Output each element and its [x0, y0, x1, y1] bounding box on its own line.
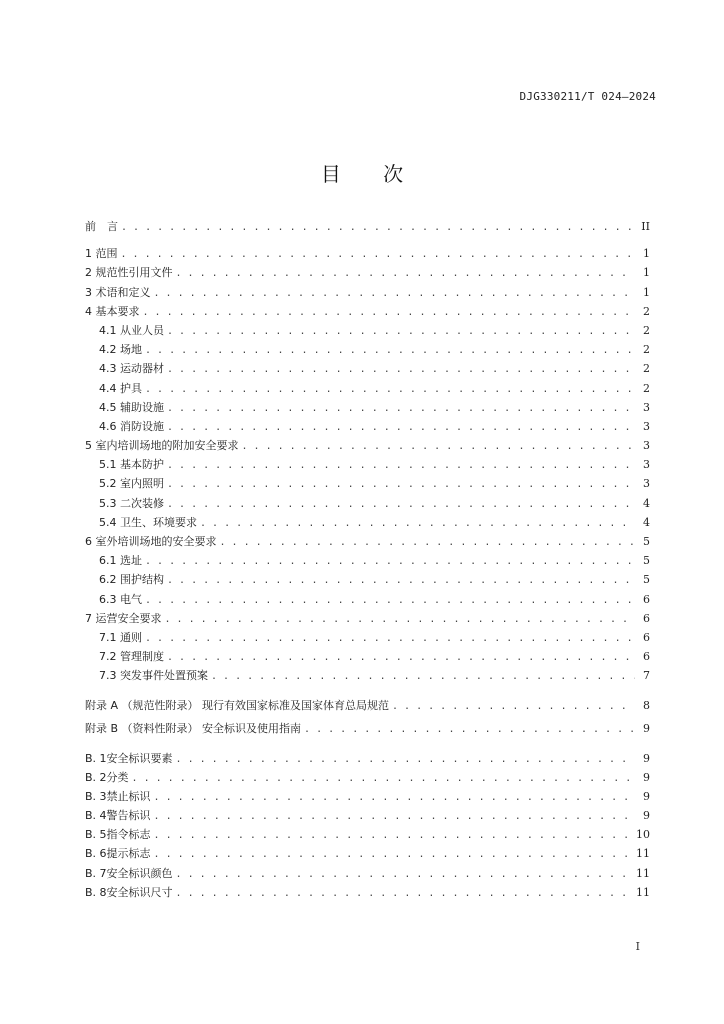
toc-dot-leader	[167, 418, 635, 437]
toc-entry-label[interactable]: 6.2 围护结构	[99, 573, 164, 587]
toc-entry[interactable]	[85, 283, 650, 302]
toc-dot-leader	[176, 884, 633, 903]
toc-entry-label[interactable]: 4 基本要求	[85, 304, 140, 318]
toc-dot-leader	[167, 399, 635, 418]
toc-entry-page: 9	[643, 751, 650, 765]
toc-dot-leader	[167, 495, 635, 514]
toc-entry[interactable]	[85, 551, 650, 570]
toc-entry-label[interactable]: 6 室外培训场地的安全要求	[85, 535, 217, 548]
toc-dot-leader	[145, 629, 635, 648]
toc-entry-label[interactable]: 前 言	[85, 220, 118, 233]
page-title: 目 次	[320, 162, 422, 186]
toc-entry[interactable]	[85, 717, 650, 741]
toc-entry-label[interactable]: 3 术语和定义	[85, 285, 151, 299]
toc-dot-leader	[145, 591, 635, 610]
toc-entry-label[interactable]: 5.3 二次装修	[99, 496, 164, 510]
toc-entry-label[interactable]: B. 1安全标识要素	[85, 751, 173, 765]
toc-entry-page: 1	[643, 247, 650, 261]
toc-entry-page: 2	[643, 362, 650, 376]
toc-entry[interactable]	[85, 321, 650, 340]
toc-entry[interactable]	[85, 436, 650, 455]
toc-entry-label[interactable]: 7.2 管理制度	[99, 650, 164, 664]
toc-entry[interactable]	[85, 398, 650, 417]
toc-entry-label[interactable]: 4.4 护具	[99, 381, 142, 395]
toc-entry-page: 9	[643, 789, 650, 803]
toc-dot-leader	[121, 218, 635, 237]
toc-dot-leader	[211, 667, 635, 686]
toc-entry-page: 6	[643, 592, 650, 606]
toc-entry[interactable]	[85, 263, 650, 282]
toc-entry[interactable]	[85, 694, 650, 718]
toc-entry-page: 9	[643, 809, 650, 823]
toc-entry[interactable]	[85, 217, 650, 236]
toc-dot-leader	[167, 360, 635, 379]
toc-entry-label[interactable]: 5 室内培训场地的附加安全要求	[85, 439, 239, 453]
toc-entry-page: 3	[643, 419, 650, 433]
toc-entry-label[interactable]: 5.4 卫生、环境要求	[99, 515, 197, 529]
toc-entry-label[interactable]: 附录 A （规范性附录） 现行有效国家标准及国家体育总局规范	[85, 698, 390, 712]
toc-entry-page: II	[641, 220, 650, 233]
toc-entry-label[interactable]: 5.1 基本防护	[99, 458, 164, 472]
toc-dot-leader	[167, 648, 635, 667]
toc-entry-page: 3	[643, 458, 650, 472]
toc-entry-page: 6	[643, 650, 650, 664]
toc-entry-label[interactable]: 6.3 电气	[99, 592, 142, 606]
toc-entry[interactable]	[85, 513, 650, 532]
toc-entry[interactable]	[85, 825, 650, 844]
toc-dot-leader	[167, 475, 635, 494]
toc-entry-page: 9	[643, 722, 650, 735]
toc-entry-label[interactable]: B. 2分类	[85, 770, 129, 784]
toc-dot-leader	[200, 514, 635, 533]
toc-entry[interactable]	[85, 806, 650, 825]
toc-entry-label[interactable]: 4.5 辅助设施	[99, 400, 164, 414]
toc-entry[interactable]	[85, 666, 650, 685]
toc-entry-label[interactable]: 附录 B （资料性附录） 安全标识及使用指南	[85, 722, 302, 735]
toc-entry[interactable]	[85, 844, 650, 863]
toc-dot-leader	[242, 437, 636, 456]
toc-entry-page: 3	[643, 477, 650, 491]
toc-entry-page: 6	[643, 630, 650, 644]
toc-dot-leader	[145, 552, 635, 571]
toc-entry-page: 11	[636, 866, 650, 880]
toc-entry[interactable]	[85, 787, 650, 806]
toc-entry[interactable]	[85, 883, 650, 902]
toc-entry-page: 2	[643, 343, 650, 357]
toc-entry-page: 4	[643, 496, 650, 510]
toc-entry[interactable]	[85, 749, 650, 768]
toc-dot-leader	[132, 769, 635, 788]
toc-dot-leader	[176, 750, 635, 769]
toc-entry[interactable]	[85, 864, 650, 883]
toc-entry[interactable]	[85, 570, 650, 589]
toc-dot-leader	[176, 264, 636, 283]
toc-entry-page: 2	[643, 323, 650, 337]
toc-entry-page: 11	[636, 885, 650, 899]
toc-dot-leader	[167, 322, 635, 341]
toc-entry[interactable]	[85, 494, 650, 513]
toc-dot-leader	[304, 718, 635, 742]
toc-entry[interactable]	[85, 628, 650, 647]
toc-entry-label[interactable]: 4.2 场地	[99, 343, 142, 357]
toc-entry-label[interactable]: B. 3禁止标识	[85, 789, 151, 803]
toc-dot-leader	[121, 245, 636, 264]
toc-entry-label[interactable]: 6.1 选址	[99, 554, 142, 568]
toc-dot-leader	[154, 845, 633, 864]
page-number: I	[635, 940, 640, 953]
toc-entry-page: 7	[643, 669, 650, 683]
toc-entry-label[interactable]: 2 规范性引用文件	[85, 266, 173, 280]
toc-dot-leader	[145, 341, 635, 360]
toc-dot-leader	[154, 788, 635, 807]
toc-entry-label[interactable]: B. 8安全标识尺寸	[85, 885, 173, 899]
toc-entry-page: 9	[643, 770, 650, 784]
table-of-contents	[85, 217, 650, 902]
toc-entry[interactable]	[85, 609, 650, 628]
toc-entry-page: 3	[643, 400, 650, 414]
toc-entry-label[interactable]: B. 4警告标识	[85, 809, 151, 823]
toc-entry-label[interactable]: 5.2 室内照明	[99, 477, 164, 491]
toc-dot-leader	[220, 533, 636, 552]
toc-entry-page: 3	[643, 439, 650, 453]
toc-entry-page: 8	[643, 698, 650, 712]
toc-dot-leader	[176, 865, 633, 884]
toc-entry-page: 10	[636, 828, 650, 842]
toc-dot-leader	[154, 826, 633, 845]
toc-entry[interactable]	[85, 647, 650, 666]
toc-entry-page: 4	[643, 515, 650, 529]
standard-code: DJG330211/T 024—2024	[519, 90, 656, 103]
toc-entry-label[interactable]: 4.3 运动器材	[99, 362, 164, 376]
toc-entry-label[interactable]: B. 5指令标志	[85, 828, 151, 842]
toc-dot-leader	[165, 610, 636, 629]
toc-entry[interactable]	[85, 359, 650, 378]
toc-entry-page: 1	[643, 285, 650, 299]
toc-entry-page: 1	[643, 266, 650, 280]
toc-entry[interactable]	[85, 532, 650, 551]
toc-entry[interactable]	[85, 590, 650, 609]
toc-entry-label[interactable]: 7 运营安全要求	[85, 611, 162, 625]
toc-dot-leader	[154, 807, 635, 826]
toc-entry-label[interactable]: B. 7安全标识颜色	[85, 866, 173, 880]
toc-entry[interactable]	[85, 340, 650, 359]
toc-entry-label[interactable]: B. 6提示标志	[85, 847, 151, 861]
toc-entry[interactable]	[85, 474, 650, 493]
toc-entry-page: 11	[636, 847, 650, 861]
toc-entry-label[interactable]: 1 范围	[85, 247, 118, 261]
toc-dot-leader	[154, 284, 636, 303]
toc-entry-label[interactable]: 7.1 通则	[99, 630, 142, 644]
toc-entry-page: 5	[643, 573, 650, 587]
toc-entry-page: 5	[643, 535, 650, 548]
toc-entry-label[interactable]: 4.1 从业人员	[99, 323, 164, 337]
toc-dot-leader	[143, 303, 636, 322]
toc-entry[interactable]	[85, 417, 650, 436]
toc-entry[interactable]	[85, 244, 650, 263]
toc-dot-leader	[145, 380, 635, 399]
toc-dot-leader	[167, 456, 635, 475]
toc-entry[interactable]	[85, 768, 650, 787]
toc-entry[interactable]	[85, 455, 650, 474]
toc-entry-page: 2	[643, 381, 650, 395]
toc-entry-page: 2	[643, 304, 650, 318]
toc-entry-page: 6	[643, 611, 650, 625]
toc-entry-page: 5	[643, 554, 650, 568]
toc-dot-leader	[392, 695, 635, 719]
toc-entry[interactable]	[85, 302, 650, 321]
toc-dot-leader	[167, 571, 635, 590]
toc-entry-label[interactable]: 4.6 消防设施	[99, 419, 164, 433]
toc-entry[interactable]	[85, 379, 650, 398]
toc-entry-label[interactable]: 7.3 突发事件处置预案	[99, 669, 208, 683]
